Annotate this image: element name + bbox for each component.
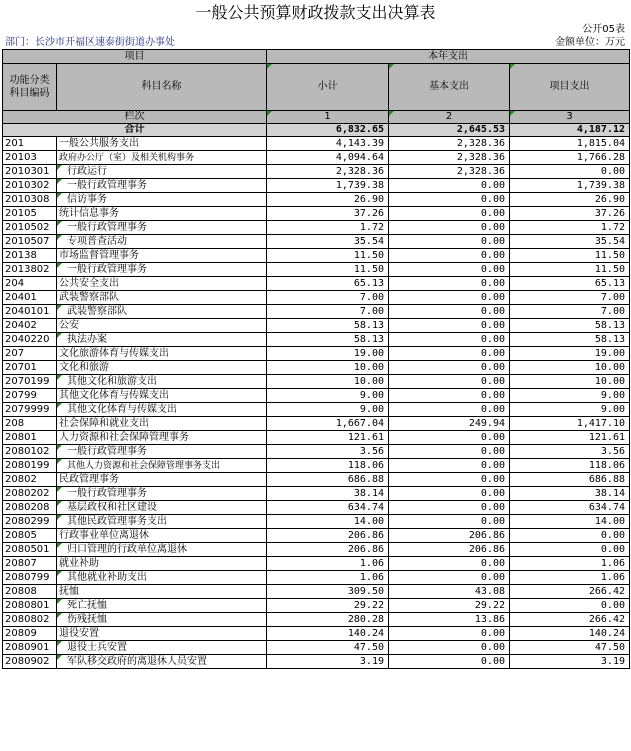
row-project: 38.14 [510,487,630,501]
row-project: 11.50 [510,263,630,277]
row-subtotal: 7.00 [267,305,389,319]
table-row [3,333,630,347]
row-name: 军队移交政府的离退休人员安置 [57,655,267,669]
table-row [3,361,630,375]
row-name: 死亡抚恤 [57,599,267,613]
row-subtotal: 65.13 [267,277,389,291]
table-row [3,263,630,277]
row-subtotal: 206.86 [267,529,389,543]
table-row [3,305,630,319]
row-subtotal: 1.06 [267,557,389,571]
table-row [3,137,630,151]
header-subject-name: 科目名称 [57,64,267,111]
page-title: 一般公共预算财政拨款支出决算表 [195,3,436,22]
table-row [3,151,630,165]
row-code: 2080102 [3,445,57,459]
row-project: 686.88 [510,473,630,487]
row-code: 2040220 [3,333,57,347]
row-subtotal: 634.74 [267,501,389,515]
unit-label: 金额单位：万元 [555,37,625,48]
row-basic: 2,328.36 [389,137,510,151]
row-code: 20701 [3,361,57,375]
row-project: 58.13 [510,333,630,347]
row-project: 266.42 [510,585,630,599]
row-code: 2080801 [3,599,57,613]
row-project: 7.00 [510,305,630,319]
row-name: 文化和旅游 [57,361,267,375]
row-subtotal: 206.86 [267,543,389,557]
total-project: 4,187.12 [510,124,630,137]
row-name: 就业补助 [57,557,267,571]
row-code: 204 [3,277,57,291]
row-project: 35.54 [510,235,630,249]
row-code: 2080902 [3,655,57,669]
row-basic: 0.00 [389,263,510,277]
row-project: 1,766.28 [510,151,630,165]
row-project: 140.24 [510,627,630,641]
row-name: 社会保障和就业支出 [57,417,267,431]
row-basic: 0.00 [389,193,510,207]
table-row [3,347,630,361]
row-name: 行政运行 [57,165,267,179]
row-name: 一般行政管理事务 [57,221,267,235]
row-name: 一般公共服务支出 [57,137,267,151]
table-row [3,403,630,417]
row-project: 47.50 [510,641,630,655]
row-basic: 29.22 [389,599,510,613]
row-name: 退役士兵安置 [57,641,267,655]
table-row [3,249,630,263]
row-name: 民政管理事务 [57,473,267,487]
row-basic: 0.00 [389,403,510,417]
row-subtotal: 280.28 [267,613,389,627]
row-code: 20807 [3,557,57,571]
row-subtotal: 140.24 [267,627,389,641]
row-basic: 2,328.36 [389,165,510,179]
row-project: 118.06 [510,459,630,473]
row-code: 20799 [3,389,57,403]
row-basic: 0.00 [389,487,510,501]
row-code: 20802 [3,473,57,487]
row-name: 伤残抚恤 [57,613,267,627]
row-project: 634.74 [510,501,630,515]
row-basic: 0.00 [389,501,510,515]
row-name: 其他就业补助支出 [57,571,267,585]
table-row [3,543,630,557]
row-project: 26.90 [510,193,630,207]
row-basic: 0.00 [389,459,510,473]
row-subtotal: 3.19 [267,655,389,669]
form-number: 公开05表 [582,24,625,35]
row-code: 2010507 [3,235,57,249]
row-code: 2080299 [3,515,57,529]
row-project: 1.06 [510,571,630,585]
row-name: 其他文化体育与传媒支出 [57,403,267,417]
row-basic: 0.00 [389,305,510,319]
header-row-1 [3,50,630,64]
header-basic: 基本支出 [389,64,510,111]
table-row [3,375,630,389]
row-project: 0.00 [510,543,630,557]
row-subtotal: 38.14 [267,487,389,501]
row-name: 一般行政管理事务 [57,445,267,459]
row-basic: 0.00 [389,431,510,445]
row-name: 归口管理的行政单位离退休 [57,543,267,557]
header-row-3 [3,111,630,124]
row-code: 2080799 [3,571,57,585]
header-col2: 2 [389,111,510,124]
row-basic: 0.00 [389,557,510,571]
table-row [3,235,630,249]
header-col3: 3 [510,111,630,124]
row-project: 9.00 [510,389,630,403]
header-col-label: 栏次 [3,111,267,124]
table-row [3,431,630,445]
table-row [3,529,630,543]
row-subtotal: 47.50 [267,641,389,655]
row-subtotal: 4,143.39 [267,137,389,151]
table-row [3,445,630,459]
row-basic: 43.08 [389,585,510,599]
row-name: 退役安置 [57,627,267,641]
row-project: 3.56 [510,445,630,459]
table-row [3,417,630,431]
row-project: 14.00 [510,515,630,529]
row-name: 执法办案 [57,333,267,347]
row-name: 市场监督管理事务 [57,249,267,263]
row-code: 201 [3,137,57,151]
row-subtotal: 121.61 [267,431,389,445]
table-row [3,165,630,179]
row-name: 武装警察部队 [57,305,267,319]
row-name: 专项普查活动 [57,235,267,249]
row-basic: 0.00 [389,361,510,375]
row-code: 20401 [3,291,57,305]
row-subtotal: 118.06 [267,459,389,473]
row-project: 37.26 [510,207,630,221]
total-label: 合计 [3,124,267,137]
total-subtotal: 6,832.65 [267,124,389,137]
row-subtotal: 309.50 [267,585,389,599]
row-basic: 0.00 [389,473,510,487]
row-basic: 0.00 [389,207,510,221]
row-subtotal: 26.90 [267,193,389,207]
row-subtotal: 1,667.04 [267,417,389,431]
row-project: 1,739.38 [510,179,630,193]
table-row [3,487,630,501]
header-row-2 [3,64,630,111]
row-name: 政府办公厅（室）及相关机构事务 [57,151,267,165]
row-project: 58.13 [510,319,630,333]
table-row [3,515,630,529]
row-name: 基层政权和社区建设 [57,501,267,515]
row-subtotal: 29.22 [267,599,389,613]
table-row [3,277,630,291]
row-name: 一般行政管理事务 [57,179,267,193]
row-project: 65.13 [510,277,630,291]
table-row [3,585,630,599]
row-name: 一般行政管理事务 [57,263,267,277]
row-project: 266.42 [510,613,630,627]
row-name: 信访事务 [57,193,267,207]
row-basic: 0.00 [389,319,510,333]
row-subtotal: 686.88 [267,473,389,487]
row-basic: 0.00 [389,333,510,347]
row-subtotal: 37.26 [267,207,389,221]
row-code: 2080202 [3,487,57,501]
table-row [3,291,630,305]
row-project: 0.00 [510,599,630,613]
row-project: 0.00 [510,529,630,543]
row-subtotal: 2,328.36 [267,165,389,179]
table-row [3,655,630,669]
table-row [3,319,630,333]
table-row [3,599,630,613]
row-basic: 0.00 [389,249,510,263]
row-basic: 0.00 [389,389,510,403]
row-code: 2040101 [3,305,57,319]
row-subtotal: 58.13 [267,319,389,333]
row-project: 19.00 [510,347,630,361]
total-row [3,124,630,137]
table-row [3,179,630,193]
row-basic: 0.00 [389,571,510,585]
row-basic: 0.00 [389,221,510,235]
row-code: 20402 [3,319,57,333]
row-code: 2070199 [3,375,57,389]
table-row [3,459,630,473]
department-label: 部门：长沙市开福区速泰街街道办事处 [5,37,175,48]
row-subtotal: 11.50 [267,263,389,277]
row-basic: 206.86 [389,529,510,543]
row-basic: 0.00 [389,445,510,459]
header-func-code: 功能分类 科目编码 [3,64,57,111]
row-subtotal: 1.72 [267,221,389,235]
row-subtotal: 9.00 [267,403,389,417]
row-subtotal: 58.13 [267,333,389,347]
row-code: 2010301 [3,165,57,179]
row-code: 2080208 [3,501,57,515]
row-code: 2013802 [3,263,57,277]
table-row [3,627,630,641]
row-project: 121.61 [510,431,630,445]
row-basic: 0.00 [389,375,510,389]
expenditure-table [2,49,630,669]
row-project: 11.50 [510,249,630,263]
row-project: 3.19 [510,655,630,669]
row-basic: 0.00 [389,641,510,655]
row-name: 统计信息事务 [57,207,267,221]
row-subtotal: 1,739.38 [267,179,389,193]
row-basic: 0.00 [389,347,510,361]
row-subtotal: 35.54 [267,235,389,249]
row-project: 10.00 [510,375,630,389]
table-row [3,557,630,571]
table-row [3,193,630,207]
row-code: 2080501 [3,543,57,557]
row-subtotal: 19.00 [267,347,389,361]
header-current-year: 本年支出 [267,50,630,64]
row-code: 20105 [3,207,57,221]
total-basic: 2,645.53 [389,124,510,137]
table-row [3,613,630,627]
row-project: 9.00 [510,403,630,417]
row-basic: 0.00 [389,291,510,305]
row-code: 20809 [3,627,57,641]
row-name: 其他民政管理事务支出 [57,515,267,529]
row-code: 20138 [3,249,57,263]
row-basic: 0.00 [389,179,510,193]
row-name: 文化旅游体育与传媒支出 [57,347,267,361]
row-name: 人力资源和社会保障管理事务 [57,431,267,445]
table-row [3,207,630,221]
row-code: 2080802 [3,613,57,627]
row-code: 20103 [3,151,57,165]
row-subtotal: 4,094.64 [267,151,389,165]
row-subtotal: 10.00 [267,375,389,389]
row-project: 1.72 [510,221,630,235]
row-name: 其他文化和旅游支出 [57,375,267,389]
row-basic: 2,328.36 [389,151,510,165]
row-subtotal: 9.00 [267,389,389,403]
row-name: 其他文化体育与传媒支出 [57,389,267,403]
row-basic: 0.00 [389,277,510,291]
row-basic: 0.00 [389,655,510,669]
row-project: 1.06 [510,557,630,571]
row-code: 20801 [3,431,57,445]
row-code: 2080199 [3,459,57,473]
row-code: 2080901 [3,641,57,655]
row-name: 武装警察部队 [57,291,267,305]
table-row [3,641,630,655]
row-code: 2010308 [3,193,57,207]
header-item: 项目 [3,50,267,64]
table-row [3,571,630,585]
table-row [3,473,630,487]
row-basic: 13.86 [389,613,510,627]
row-subtotal: 3.56 [267,445,389,459]
row-name: 公安 [57,319,267,333]
header-project: 项目支出 [510,64,630,111]
row-subtotal: 14.00 [267,515,389,529]
row-name: 公共安全支出 [57,277,267,291]
row-code: 20808 [3,585,57,599]
table-row [3,389,630,403]
row-code: 207 [3,347,57,361]
header-col1: 1 [267,111,389,124]
row-code: 2010302 [3,179,57,193]
row-name: 行政事业单位离退休 [57,529,267,543]
row-basic: 249.94 [389,417,510,431]
row-project: 7.00 [510,291,630,305]
row-name: 一般行政管理事务 [57,487,267,501]
row-project: 10.00 [510,361,630,375]
row-basic: 0.00 [389,627,510,641]
table-row [3,221,630,235]
row-project: 1,815.04 [510,137,630,151]
header-subtotal: 小计 [267,64,389,111]
row-basic: 0.00 [389,515,510,529]
row-name: 抚恤 [57,585,267,599]
row-basic: 206.86 [389,543,510,557]
row-subtotal: 10.00 [267,361,389,375]
row-subtotal: 1.06 [267,571,389,585]
row-basic: 0.00 [389,235,510,249]
row-subtotal: 7.00 [267,291,389,305]
row-code: 20805 [3,529,57,543]
row-code: 2010502 [3,221,57,235]
row-code: 2079999 [3,403,57,417]
row-subtotal: 11.50 [267,249,389,263]
table-row [3,501,630,515]
row-code: 208 [3,417,57,431]
row-name: 其他人力资源和社会保障管理事务支出 [57,459,267,473]
row-project: 0.00 [510,165,630,179]
row-project: 1,417.10 [510,417,630,431]
